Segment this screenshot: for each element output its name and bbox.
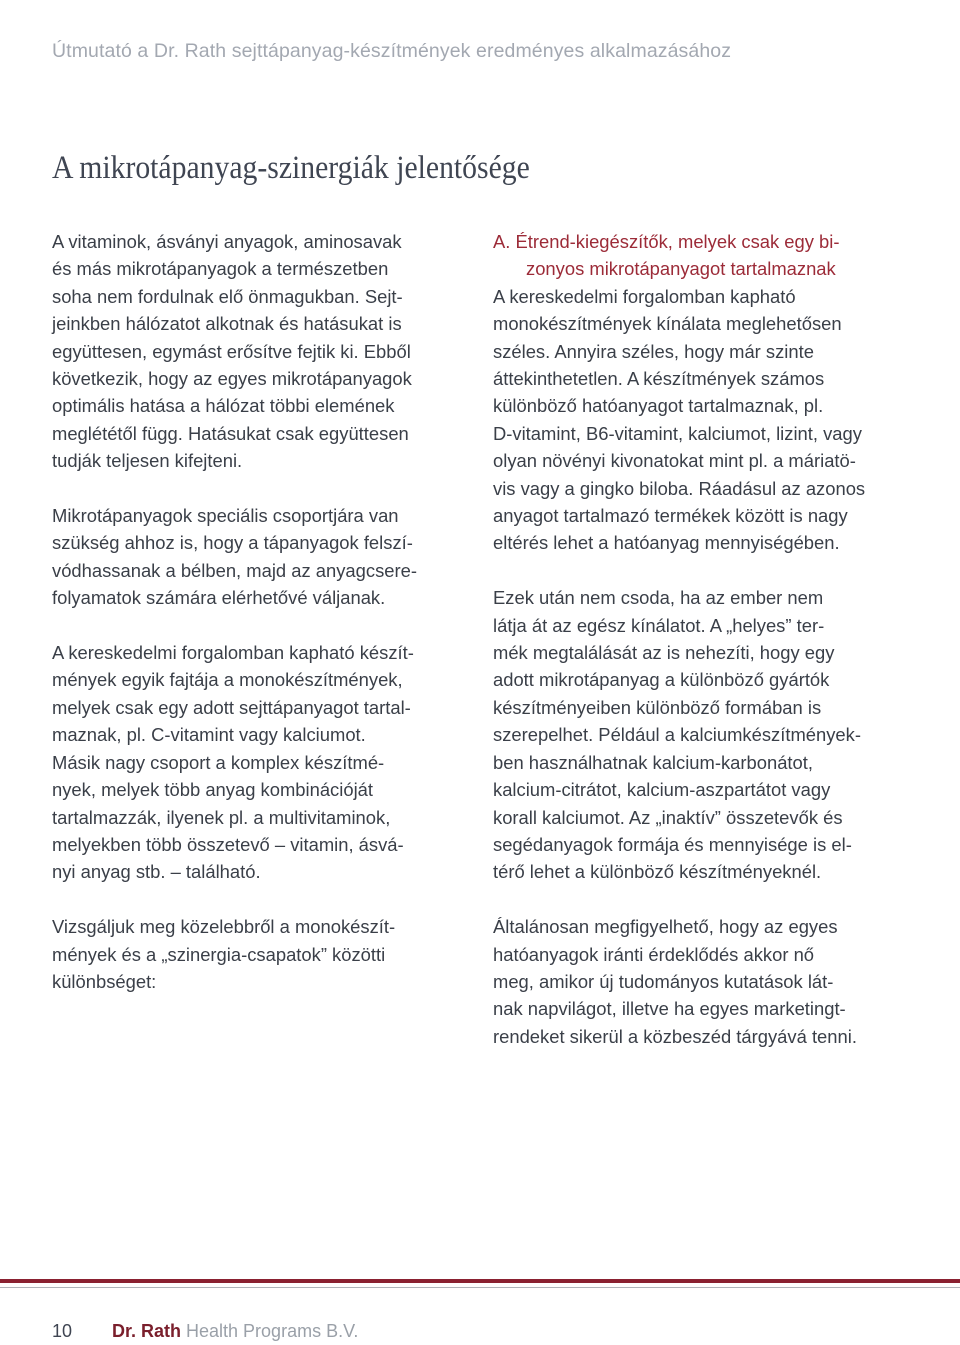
brand-name: Dr. Rath: [112, 1321, 182, 1341]
text-line: és más mikrotápanyagok a természetben: [52, 258, 389, 280]
text-line: korall kalciumot. Az „inaktív” összetevők és: [493, 806, 843, 828]
section-heading-line: zonyos mikrotápanyagot tartalmaznak: [526, 258, 836, 280]
text-line: nyek, melyek több anyag kombinációját: [52, 779, 373, 801]
footer-brand: [112, 1321, 358, 1342]
text-line: monokészítmények kínálata meglehetősen: [493, 313, 842, 335]
text-line: nak napvilágot, illetve ha egyes marketingt-: [493, 998, 846, 1020]
text-line: Másik nagy csoport a komplex készítmé-: [52, 751, 385, 773]
text-line: kalcium-citrátot, kalcium-aszpartátot vagy: [493, 779, 831, 801]
footer-divider-thin: [0, 1287, 960, 1288]
paragraph: [52, 913, 470, 995]
text-line: következik, hogy az egyes mikrotápanyagok: [52, 368, 412, 390]
text-line: segédanyagok formája és mennyisége is el-: [493, 833, 852, 855]
text-line: soha nem fordulnak elő önmagukban. Sejt-: [52, 285, 403, 307]
right-column: [493, 228, 923, 1078]
text-line: különböző hatóanyagot tartalmaznak, pl.: [493, 395, 824, 417]
text-line: Mikrotápanyagok speciális csoportjára van: [52, 505, 399, 527]
text-line: szerepelhet. Például a kalciumkészítmények-: [493, 724, 861, 746]
page-title: A mikrotápanyag-szinergiák jelentősége: [52, 150, 530, 186]
text-line: készítményeiben különböző formában is: [493, 696, 822, 718]
text-line: vis vagy a gingko biloba. Ráadásul az azonos: [493, 477, 866, 499]
text-line: mék megtalálását az is nehezíti, hogy egy: [493, 642, 835, 664]
paragraph: [493, 283, 923, 557]
text-line: térő lehet a különböző készítményeknél.: [493, 861, 822, 883]
text-line: tartalmazzák, ilyenek pl. a multivitaminok,: [52, 806, 391, 828]
text-line: A vitaminok, ásványi anyagok, aminosavak: [52, 231, 402, 252]
text-line: nyi anyag stb. – található.: [52, 861, 261, 883]
text-line: Vizsgáljuk meg közelebbről a monokészít-: [52, 916, 396, 938]
text-line: olyan növényi kivonatokat mint pl. a máriatö-: [493, 450, 856, 472]
text-line: adott mikrotápanyag a különböző gyártók: [493, 669, 830, 691]
text-line: tudják teljesen kifejteni.: [52, 450, 243, 472]
text-line: A kereskedelmi forgalomban kapható: [493, 285, 796, 307]
text-line: meg, amikor új tudományos kutatások lát-: [493, 970, 834, 992]
text-line: különbséget:: [52, 970, 157, 992]
section-heading-line: A. Étrend-kiegészítők, melyek csak egy bi-: [493, 231, 840, 252]
section-heading: [493, 228, 923, 283]
text-line: D-vitamint, B6-vitamint, kalciumot, lizint, vagy: [493, 422, 862, 444]
page-number: 10: [52, 1321, 73, 1341]
text-line: szükség ahhoz is, hogy a tápanyagok felszí-: [52, 532, 413, 554]
text-line: széles. Annyira széles, hogy már szinte: [493, 340, 814, 362]
text-line: melyekben több összetevő – vitamin, ásvá-: [52, 833, 404, 855]
text-line: ben használhatnak kalcium-karbonátot,: [493, 751, 813, 773]
text-line: áttekinthetetlen. A készítmények számos: [493, 368, 825, 390]
text-line: együttesen, egymást erősítve fejtik ki. Ebből: [52, 340, 411, 362]
brand-suffix: Health Programs B.V.: [181, 1321, 359, 1341]
text-line: optimális hatása a hálózat többi elemének: [52, 395, 395, 417]
footer-divider: [0, 1279, 960, 1283]
text-line: jeinkben hálózatot alkotnak és hatásukat is: [52, 313, 402, 335]
paragraph: [52, 502, 470, 612]
text-line: anyagot tartalmazó termékek között is nagy: [493, 505, 848, 527]
paragraph: [52, 228, 470, 475]
left-column: [52, 228, 470, 1023]
paragraph: [493, 913, 923, 1050]
paragraph: [493, 584, 923, 885]
text-line: A kereskedelmi forgalomban kapható készít-: [52, 642, 414, 664]
text-line: hatóanyagok iránti érdeklődés akkor nő: [493, 943, 815, 965]
text-line: maznak, pl. C-vitamint vagy kalciumot.: [52, 724, 366, 746]
text-line: Általánosan megfigyelhető, hogy az egyes: [493, 916, 838, 938]
text-line: látja át az egész kínálatot. A „helyes” ter-: [493, 614, 825, 636]
text-line: vódhassanak a bélben, majd az anyagcsere-: [52, 559, 417, 581]
text-line: mények egyik fajtája a monokészítmények,: [52, 669, 403, 691]
text-line: eltérés lehet a hatóanyag mennyiségében.: [493, 532, 840, 554]
text-line: Ezek után nem csoda, ha az ember nem: [493, 587, 824, 609]
text-line: melyek csak egy adott sejttápanyagot tartal-: [52, 696, 411, 718]
paragraph: [52, 639, 470, 886]
text-line: folyamatok számára elérhetővé váljanak.: [52, 587, 386, 609]
text-line: meglététől függ. Hatásukat csak együttesen: [52, 422, 409, 444]
text-line: mények és a „szinergia-csapatok” közötti: [52, 943, 386, 965]
running-header: Útmutató a Dr. Rath sejttápanyag-készítmények eredményes alkalmazásához: [52, 40, 732, 62]
text-line: rendeket sikerül a közbeszéd tárgyává tenni.: [493, 1025, 857, 1047]
